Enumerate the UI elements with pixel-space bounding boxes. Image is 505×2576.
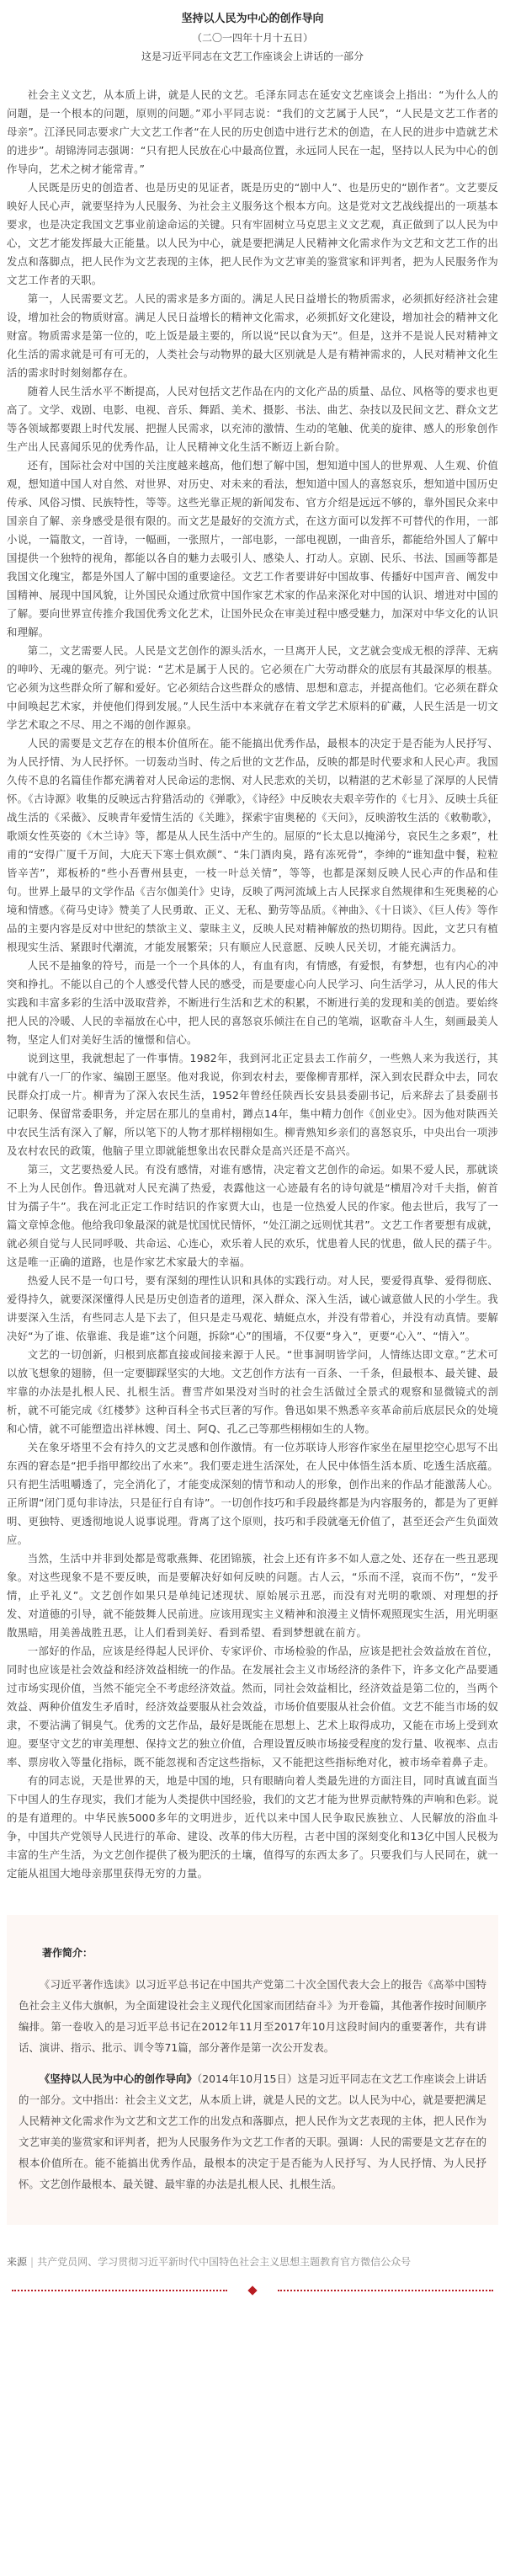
article-title: 坚持以人民为中心的创作导向 bbox=[181, 13, 324, 25]
divider-line-left bbox=[12, 2290, 227, 2291]
article-paragraph: 说到这里，我就想起了一件事情。1982年，我到河北正定县去工作前夕，一些熟人来为我送行，其中就有八一厂的作家、编剧王愿坚。他对我说，你到农村去，要像柳青那样，深入到农民群众中去，同农民群众打成一片。柳青为了深入农民生活，1952年曾经任陕西长安县县委副书记，后来辞去了县委副书记职务、保留常委职务，并定居在那儿的皇甫村，蹲点14年，集中精力创作《创业史》。因为他对陕西关中农民生活有深入了解，所以笔下的人物才那样栩栩如生。柳青熟知乡亲们的喜怒哀乐，中央出台一项涉及农村农民的政策，他脑子里立即就能想象出农民群众是高兴还是不高兴。 bbox=[7, 1052, 498, 1157]
source-line bbox=[7, 2253, 498, 2270]
article-date: （二〇一四年十月十五日） bbox=[191, 32, 313, 44]
article-paragraph: 第二，文艺需要人民。人民是文艺创作的源头活水，一旦离开人民，文艺就会变成无根的浮萍、无病的呻吟、无魂的躯壳。列宁说：“艺术是属于人民的。它必须在广大劳动群众的底层有其最深厚的根基。它必须为这些群众所了解和爱好。它必须结合这些群众的感情、思想和意志，并提高他们。它必须在群众中间唤起艺术家，并使他们得到发展。”人民生活中本来就存在着文学艺术原料的矿藏，人民生活是一切文学艺术取之不尽、用之不竭的创作源泉。 bbox=[7, 644, 498, 731]
article-paragraph: 关在象牙塔里不会有持久的文艺灵感和创作激情。有一位苏联诗人形容作家坐在屋里挖空心思写不出东西的窘态是“把手指甲都绞出了水来”。我们要走进生活深处，在人民中体悟生活本质、吃透生活底蕴。只有把生活咀嚼透了，完全消化了，才能变成深刻的情节和动人的形象，创作出来的作品才能激荡人心。正所谓“闭门觅句非诗法，只是征行自有诗”。一切创作技巧和手段最终都是为内容服务的，都是为了更鲜明、更独特、更透彻地说人说事说理。背离了这个原则，技巧和手段就毫无价值了，甚至还会产生负面效应。 bbox=[7, 1441, 498, 1546]
article-paragraph: 第一，人民需要文艺。人民的需求是多方面的。满足人民日益增长的物质需求，必须抓好经济社会建设，增加社会的物质财富。满足人民日益增长的精神文化需求，必须抓好文化建设，增加社会的精神文化财富。物质需求是第一位的，吃上饭是最主要的，所以说“民以食为天”。但是，这并不是说人民对精神文化生活的需求就是可有可无的，人类社会与动物界的最大区别就是人是有精神需求的，人民对精神文化生活的需求时时刻刻都存在。 bbox=[7, 292, 498, 379]
article-paragraph: 有的同志说，天是世界的天，地是中国的地，只有眼睛向着人类最先进的方面注目，同时真诚直面当下中国人的生存现实，我们才能为人类提供中国经验，我们的文艺才能为世界贡献特殊的声响和色彩。说的是有道理的。中华民族5000多年的文明进步，近代以来中国人民争取民族独立、人民解放的浴血斗争，中国共产党领导人民进行的革命、建设、改革的伟大历程，古老中国的深刻变化和13亿中国人民极为丰富的生产生活，为文艺创作提供了极为肥沃的土壤，值得写的东西太多了。只要我们与人民同在，就一定能从祖国大地母亲那里获得无穷的力量。 bbox=[7, 1774, 498, 1880]
source-label: 来源 bbox=[7, 2256, 28, 2268]
article-paragraph: 第三，文艺要热爱人民。有没有感情，对谁有感情，决定着文艺创作的命运。如果不爱人民，那就谈不上为人民创作。鲁迅就对人民充满了热爱，表露他这一心迹最有名的诗句就是“横眉冷对千夫指，俯首甘为孺子牛”。我在河北正定工作时结识的作家贾大山，也是一位热爱人民的作家。他去世后，我写了一篇文章悼念他。他给我印象最深的就是忧国忧民情怀，“处江湖之远则忧其君”。文艺工作者要想有成就，就必须自觉与人民同呼吸、共命运、心连心，欢乐着人民的欢乐，忧患着人民的忧患，做人民的孺子牛。这是唯一正确的道路，也是作家艺术家最大的幸福。 bbox=[7, 1163, 498, 1268]
article-summary-text: （2014年10月15日）这是习近平同志在文艺工作座谈会上讲话的一部分。文中指出：社会主义文艺，从本质上讲，就是人民的文艺。以人民为中心，就是要把满足人民精神文化需求作为文艺和文艺工作的出发点和落脚点，把人民作为文艺表现的主体，把人民作为文艺审美的鉴赏家和评判者，把为人民服务作为文艺工作者的天职。强调：人民的需要是文艺存在的根本价值所在。能不能搞出优秀作品，最根本的决定于是否能为人民抒写、为人民抒情、为人民抒怀。文艺创作最根本、最关键、最牢靠的办法是扎根人民、扎根生活。 bbox=[19, 2072, 486, 2190]
footer-divider bbox=[12, 2284, 493, 2297]
book-intro-paragraph: 《习近平著作选读》以习近平总书记在中国共产党第二十次全国代表大会上的报告《高举中国特色社会主义伟大旗帜，为全面建设社会主义现代化国家而团结奋斗》为开卷篇，其他著作按时间顺序编排。第一卷收入的是习近平总书记在2012年11月至2017年10月这段时间内的重要著作，共有讲话、演讲、指示、批示、训令等71篇，部分著作是第一次公开发表。 bbox=[19, 1978, 486, 2054]
book-intro-box bbox=[7, 1915, 498, 2225]
article-paragraph: 还有，国际社会对中国的关注度越来越高，他们想了解中国，想知道中国人的世界观、人生观、价值观，想知道中国人对自然、对世界、对历史、对未来的看法，想知道中国人的喜怒哀乐，想知道中国历史传承、风俗习惯、民族特性，等等。这些光靠正规的新闻发布、官方介绍是远远不够的，靠外国民众来中国亲自了解、亲身感受是很有限的。而文艺是最好的交流方式，在这方面可以发挥不可替代的作用，一部小说，一篇散文，一首诗，一幅画，一张照片，一部电影，一部电视剧，一曲音乐，都能给外国人了解中国提供一个独特的视角，都能以各自的魅力去吸引人、感染人、打动人。京剧、民乐、书法、国画等都是我国文化瑰宝，都是外国人了解中国的重要途径。文艺工作者要讲好中国故事、传播好中国声音、阐发中国精神、展现中国风貌，让外国民众通过欣赏中国作家艺术家的作品来深化对中国的认识、增进对中国的了解。要向世界宣传推介我国优秀文化艺术，让国外民众在审美过程中感受魅力，加深对中华文化的认识和理解。 bbox=[7, 459, 498, 638]
article-paragraph: 社会主义文艺，从本质上讲，就是人民的文艺。毛泽东同志在延安文艺座谈会上指出：“为什么人的问题，是一个根本的问题，原则的问题。”邓小平同志说：“我们的文艺属于人民”，“人民是文艺工作者的母亲”。江泽民同志要求广大文艺工作者“在人民的历史创造中进行艺术的创造，在人民的进步中造就艺术的进步”。胡锦涛同志强调：“只有把人民放在心中最高位置，永远同人民在一起，坚持以人民为中心的创作导向，艺术之树才能常青。” bbox=[7, 88, 498, 175]
article-paragraph: 人民不是抽象的符号，而是一个一个具体的人，有血有肉，有情感，有爱恨，有梦想，也有内心的冲突和挣扎。不能以自己的个人感受代替人民的感受，而是要虚心向人民学习、向生活学习，从人民的伟大实践和丰富多彩的生活中汲取营养，不断进行生活和艺术的积累，不断进行美的发现和美的创造。要始终把人民的冷暖、人民的幸福放在心中，把人民的喜怒哀乐倾注在自己的笔端，讴歌奋斗人生，刻画最美人物，坚定人们对美好生活的憧憬和信心。 bbox=[7, 959, 498, 1046]
article-paragraph: 当然，生活中并非到处都是莺歌燕舞、花团锦簇，社会上还有许多不如人意之处、还存在一些丑恶现象。对这些现象不是不要反映，而是要解决好如何反映的问题。古人云，“乐而不淫，哀而不伤”，“发乎情，止乎礼义”。文艺创作如果只是单纯记述现状、原始展示丑恶，而没有对光明的歌颂、对理想的抒发、对道德的引导，就不能鼓舞人民前进。应该用现实主义精神和浪漫主义情怀观照现实生活，用光明驱散黑暗，用美善战胜丑恶，让人们看到美好、看到希望、看到梦想就在前方。 bbox=[7, 1552, 498, 1639]
article-byline: 这是习近平同志在文艺工作座谈会上讲话的一部分 bbox=[141, 51, 364, 62]
diamond-icon bbox=[247, 2285, 257, 2295]
source-separator: | bbox=[30, 2256, 35, 2268]
source-text: 共产党员网、学习贯彻习近平新时代中国特色社会主义思想主题教育官方微信公众号 bbox=[37, 2256, 412, 2268]
article-paragraph: 随着人民生活水平不断提高，人民对包括文艺作品在内的文化产品的质量、品位、风格等的要求也更高了。文学、戏剧、电影、电视、音乐、舞蹈、美术、摄影、书法、曲艺、杂技以及民间文艺、群众文艺等各领域都要跟上时代发展、把握人民需求，以充沛的激情、生动的笔触、优美的旋律、感人的形象创作生产出人民喜闻乐见的优秀作品，让人民精神文化生活不断迈上新台阶。 bbox=[7, 385, 498, 453]
article-paragraph: 文艺的一切创新，归根到底都直接或间接来源于人民。“世事洞明皆学问，人情练达即文章。”艺术可以放飞想象的翅膀，但一定要脚踩坚实的大地。文艺创作方法有一百条、一千条，但最根本、最关键、最牢靠的办法是扎根人民、扎根生活。曹雪芹如果没对当时的社会生活做过全景式的观察和显微镜式的剖析，就不可能完成《红楼梦》这种百科全书式巨著的写作。鲁迅如果不熟悉辛亥革命前后底层民众的处境和心情，就不可能塑造出祥林嫂、闰土、阿Q、孔乙己等那些栩栩如生的人物。 bbox=[7, 1348, 498, 1435]
article-summary-title: 《坚持以人民为中心的创作导向》 bbox=[39, 2072, 197, 2085]
book-intro-title: 著作简介： bbox=[42, 1947, 93, 1959]
article-paragraph: 人民既是历史的创造者、也是历史的见证者，既是历史的“剧中人”、也是历史的“剧作者”。文艺要反映好人民心声，就要坚持为人民服务、为社会主义服务这个根本方向。这是党对文艺战线提出的一项基本要求，也是决定我国文艺事业前途命运的关键。只有牢固树立马克思主义文艺观，真正做到了以人民为中心，文艺才能发挥最大正能量。以人民为中心，就是要把满足人民精神文化需求作为文艺和文艺工作的出发点和落脚点，把人民作为文艺表现的主体，把人民作为文艺审美的鉴赏家和评判者，把为人民服务作为文艺工作者的天职。 bbox=[7, 181, 498, 286]
article-summary-paragraph bbox=[19, 2068, 486, 2195]
article-body bbox=[7, 86, 498, 1883]
article-paragraph: 热爱人民不是一句口号，要有深刻的理性认识和具体的实践行动。对人民，要爱得真挚、爱得彻底、爱得持久，就要深深懂得人民是历史创造者的道理，深入群众、深入生活，诚心诚意做人民的小学生。我讲要深入生活，有些同志人是下去了，但只是走马观花、蜻蜓点水，并没有带着心，并没有动真情。要解决好“为了谁、依靠谁、我是谁”这个问题，拆除“心”的围墙，不仅要“身入”，更要“心入”、“情入”。 bbox=[7, 1274, 498, 1342]
divider-line-right bbox=[278, 2290, 493, 2291]
article-page bbox=[0, 10, 505, 2297]
article-paragraph: 人民的需要是文艺存在的根本价值所在。能不能搞出优秀作品，最根本的决定于是否能为人民抒写、为人民抒情、为人民抒怀。一切轰动当时、传之后世的文艺作品，反映的都是时代要求和人民心声。我国久传不息的名篇佳作都充满着对人民命运的悲悯、对人民悲欢的关切，以精湛的艺术彰显了深厚的人民情怀。《古诗源》收集的反映远古狩猎活动的《弹歌》，《诗经》中反映农夫艰辛劳作的《七月》、反映士兵征战生活的《采薇》、反映青年爱情生活的《关雎》，探索宇宙奥秘的《天问》，反映游牧生活的《敕勒歌》，歌颂女性英姿的《木兰诗》等，都是从人民生活中产生的。屈原的“长太息以掩涕兮，哀民生之多艰”，杜甫的“安得广厦千万间，大庇天下寒士俱欢颜”、“朱门酒肉臭，路有冻死骨”，李绅的“谁知盘中餐，粒粒皆辛苦”，郑板桥的“些小吾曹州县吏，一枝一叶总关情”，等等，也都是深刻反映人民心声的作品和佳句。世界上最早的文学作品《吉尔伽美什》史诗，反映了两河流域上古人民探求自然规律和生死奥秘的心境和情感。《荷马史诗》赞美了人民勇敢、正义、无私、勤劳等品质。《神曲》、《十日谈》、《巨人传》等作品的主要内容是反对中世纪的禁欲主义、蒙昧主义，反映人民对精神解放的热切期待。因此，文艺只有植根现实生活、紧跟时代潮流，才能发展繁荣；只有顺应人民意愿、反映人民关切，才能充满活力。 bbox=[7, 737, 498, 953]
article-paragraph: 一部好的作品，应该是经得起人民评价、专家评价、市场检验的作品，应该是把社会效益放在首位，同时也应该是社会效益和经济效益相统一的作品。在发展社会主义市场经济的条件下，许多文化产品要通过市场实现价值，当然不能完全不考虑经济效益。然而，同社会效益相比，经济效益是第二位的，当两个效益、两种价值发生矛盾时，经济效益要服从社会效益，市场价值要服从社会价值。文艺不能当市场的奴隶，不要沾满了铜臭气。优秀的文艺作品，最好是既能在思想上、艺术上取得成功，又能在市场上受到欢迎。要坚守文艺的审美理想、保持文艺的独立价值，合理设置反映市场接受程度的发行量、收视率、点击率、票房收入等量化指标，既不能忽视和否定这些指标，又不能把这些指标绝对化，被市场牵着鼻子走。 bbox=[7, 1645, 498, 1768]
